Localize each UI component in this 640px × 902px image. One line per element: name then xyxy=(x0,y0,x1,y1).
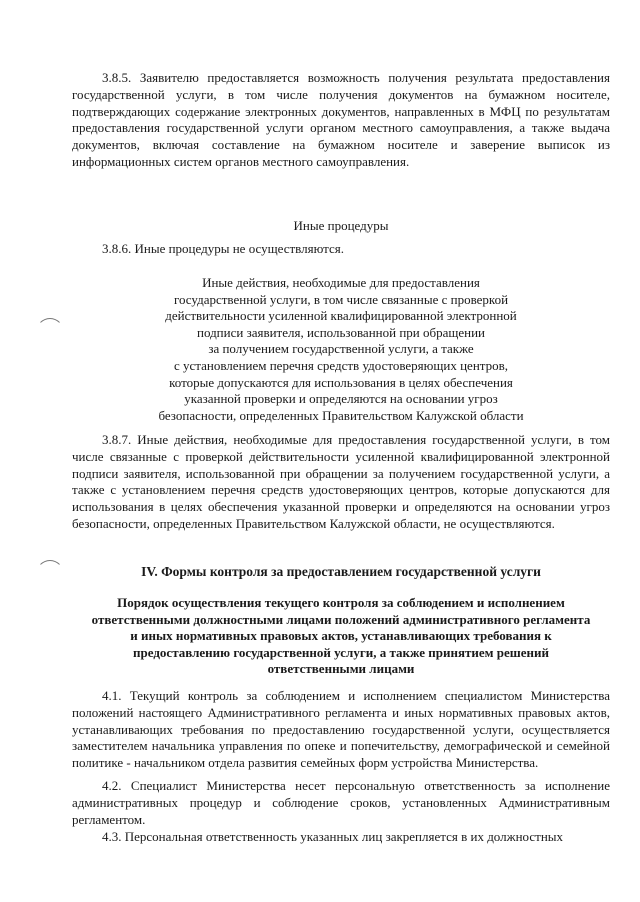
heading-line: безопасности, определенных Правительством Калужской области xyxy=(158,407,524,423)
subsection-line: ответственными лицами xyxy=(267,661,415,676)
heading-line: с установлением перечня средств удостоверяющих центров, xyxy=(173,357,508,373)
paragraph-3-8-7: 3.8.7. Иные действия, необходимые для предоставления государственной услуги, в том числе связанные с проверкой действительности усиленной квалифицированной электронной подписи заявителя, использованной при обращении за получением государственной услуги, а также с установлением перечня средств удостоверяющих центров, которые допускаются для использования в целях обеспечения указанной проверки и определяются на основании угроз безопасности, определенных Правительством Калужской области, не осуществляются. xyxy=(72,432,610,531)
paragraph-4-1: 4.1. Текущий контроль за соблюдением и исполнением специалистом Министерства положений настоящего Административного регламента и иных нормативных правовых актов, устанавливающих требования по предоставлению государственной услуги, осуществляется заместителем начальника управления по опеке и попечительству, демографической и семейной политике - начальником отдела развития семейных форм устройства Министерства. xyxy=(72,688,610,771)
heading-line: указанной проверки и определяются на основании угроз xyxy=(184,391,498,407)
paragraph-3-8-5: 3.8.5. Заявителю предоставляется возможность получения результата предоставления государственной услуги, в том числе получения документов на бумажном носителе, подтверждающих содержание электронных документов, направленных в МФЦ по результатам предоставления государственной услуги органом местного самоуправления, а также выдача документов, включая составление на бумажном носителе и заверение выписок из информационных систем органов местного самоуправления. xyxy=(72,70,610,169)
heading-line: подписи заявителя, использованной при обращении xyxy=(196,324,486,340)
section-iv-title: IV. Формы контроля за предоставлением государственной услуги xyxy=(141,564,541,579)
paragraph-3-8-6: 3.8.6. Иные процедуры не осуществляются. xyxy=(102,241,344,256)
subsection-line: предоставлению государственной услуги, а также принятием решений xyxy=(133,644,549,660)
subsection-line: Порядок осуществления текущего контроля за соблюдением и исполнением xyxy=(117,595,565,610)
heading-other-procedures: Иные процедуры xyxy=(293,218,389,233)
subsection-line: ответственными должностными лицами положений административного регламента xyxy=(91,611,591,627)
paragraph-4-3: 4.3. Персональная ответственность указанных лиц закрепляется в их должностных xyxy=(102,829,564,844)
heading-line: государственной услуги, в том числе связанные с проверкой xyxy=(173,291,509,307)
hole-punch-mark xyxy=(36,560,64,588)
subsection-line: и иных нормативных правовых актов, устанавливающих требования к xyxy=(130,628,552,643)
hole-punch-mark xyxy=(36,318,64,346)
heading-line: за получением государственной услуги, а также xyxy=(208,341,474,357)
heading-line: Иные действия, необходимые для предоставления xyxy=(202,275,480,290)
heading-line: которые допускаются для использования в целях обеспечения xyxy=(169,374,513,390)
paragraph-4-2: 4.2. Специалист Министерства несет персональную ответственность за исполнение административных процедур и соблюдение сроков, установленных Административным регламентом. xyxy=(72,778,610,827)
subsection-title xyxy=(72,595,610,678)
heading-other-actions xyxy=(72,275,610,424)
heading-line: действительности усиленной квалифицированной электронной xyxy=(165,308,517,324)
